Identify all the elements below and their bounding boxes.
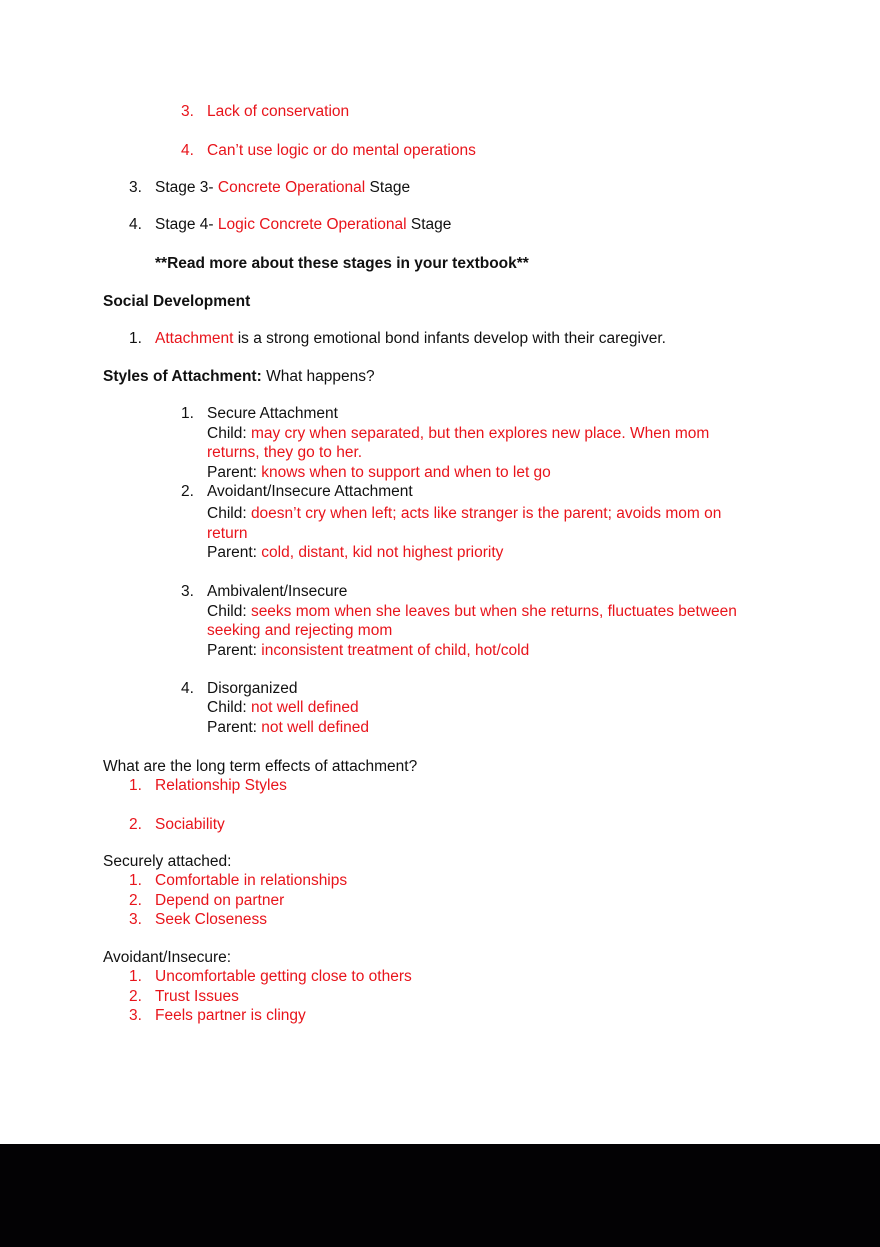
securely-label: Securely attached: [103, 853, 232, 870]
style-child [207, 504, 721, 524]
child-label: Child: [207, 505, 251, 522]
list-number: 3. [129, 911, 142, 928]
style-title: Disorganized [207, 680, 298, 697]
styles-heading [103, 367, 375, 387]
list-number: 2. [129, 892, 142, 909]
list-number: 1. [181, 405, 194, 422]
list-number: 4. [181, 142, 194, 159]
style-parent [207, 463, 551, 483]
definition-answer: Attachment [155, 330, 234, 347]
list-number: 3. [181, 583, 194, 600]
style-parent [207, 718, 369, 738]
list-item: Feels partner is clingy [155, 1007, 306, 1024]
list-number: 4. [181, 680, 194, 697]
section-heading: Social Development [103, 293, 251, 310]
child-answer: seeks mom when she leaves but when she returns, fluctuates between [250, 603, 737, 620]
stage-answer: Logic Concrete Operational [217, 216, 407, 233]
parent-label: Parent: [207, 642, 262, 659]
definition-text: is a strong emotional bond infants develop with their caregiver. [233, 330, 666, 347]
child-answer: not well defined [250, 699, 359, 716]
list-number: 1. [129, 777, 142, 794]
list-number: 1. [129, 872, 142, 889]
style-title: Ambivalent/Insecure [207, 583, 348, 600]
list-item: Seek Closeness [155, 911, 268, 928]
read-more-note: **Read more about these stages in your textbook** [155, 255, 529, 272]
child-label: Child: [207, 603, 251, 620]
bottom-black-bar [0, 1144, 880, 1247]
avoidant-label: Avoidant/Insecure: [103, 949, 232, 966]
stage-suffix: Stage [365, 179, 411, 196]
stage-suffix: Stage [406, 216, 452, 233]
list-number: 3. [129, 1007, 142, 1024]
child-label: Child: [207, 425, 251, 442]
style-title: Secure Attachment [207, 405, 338, 422]
styles-heading-rest: What happens? [261, 368, 375, 385]
style-parent [207, 641, 529, 661]
child-answer-cont: return [207, 525, 248, 542]
list-number: 4. [129, 216, 142, 233]
style-title: Avoidant/Insecure Attachment [207, 483, 413, 500]
styles-heading-bold: Styles of Attachment: [103, 368, 262, 385]
style-child [207, 602, 737, 622]
style-parent [207, 543, 503, 563]
list-item: Depend on partner [155, 892, 285, 909]
list-number: 2. [129, 988, 142, 1005]
child-answer-cont: returns, they go to her. [207, 444, 363, 461]
stage-answer: Concrete Operational [217, 179, 366, 196]
list-number: 1. [129, 330, 142, 347]
stage-item [155, 178, 410, 198]
list-number: 1. [129, 968, 142, 985]
list-number: 3. [129, 179, 142, 196]
parent-label: Parent: [207, 464, 262, 481]
list-item: Relationship Styles [155, 777, 287, 794]
child-answer: doesn’t cry when left; acts like stranger is the parent; avoids mom on [250, 505, 722, 522]
style-child [207, 698, 359, 718]
list-item: Lack of conservation [207, 103, 350, 120]
parent-answer: knows when to support and when to let go [261, 464, 551, 481]
list-number: 2. [181, 483, 194, 500]
parent-label: Parent: [207, 719, 262, 736]
style-child [207, 424, 709, 444]
stage-prefix: Stage 4- [155, 216, 218, 233]
child-answer: may cry when separated, but then explores new place. When mom [250, 425, 710, 442]
parent-answer: cold, distant, kid not highest priority [261, 544, 504, 561]
attachment-definition [155, 329, 666, 349]
stage-item [155, 215, 451, 235]
list-item: Uncomfortable getting close to others [155, 968, 412, 985]
child-label: Child: [207, 699, 251, 716]
list-item: Comfortable in relationships [155, 872, 348, 889]
list-item: Can’t use logic or do mental operations [207, 142, 476, 159]
long-term-question: What are the long term effects of attachment? [103, 758, 418, 775]
stage-prefix: Stage 3- [155, 179, 218, 196]
child-answer-cont: seeking and rejecting mom [207, 622, 393, 639]
list-item: Sociability [155, 816, 225, 833]
list-item: Trust Issues [155, 988, 239, 1005]
parent-label: Parent: [207, 544, 262, 561]
list-number: 2. [129, 816, 142, 833]
list-number: 3. [181, 103, 194, 120]
parent-answer: inconsistent treatment of child, hot/cold [261, 642, 530, 659]
parent-answer: not well defined [261, 719, 369, 736]
